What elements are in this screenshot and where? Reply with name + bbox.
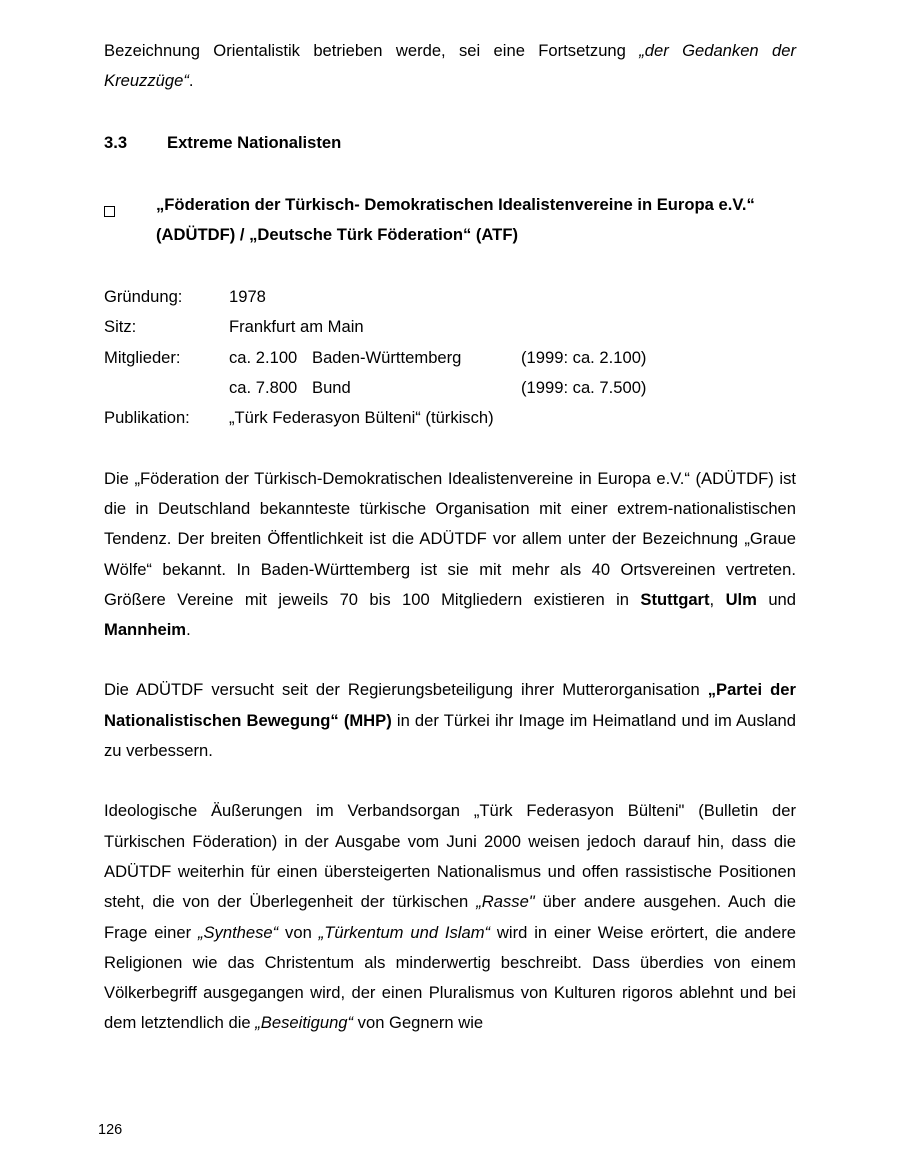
city-stuttgart: Stuttgart: [640, 589, 710, 609]
city-ulm: Ulm: [725, 589, 757, 609]
quote-synthese: „Synthese“: [197, 922, 279, 942]
page-number: 126: [98, 1122, 123, 1138]
section-number: 3.3: [104, 132, 128, 152]
founding-value: 1978: [229, 287, 266, 307]
members-value: [229, 373, 521, 403]
organization-heading: [104, 190, 796, 251]
para3-t1: Ideologische Äußerungen im Verbandsorgan „Türk Federasyon Bülteni" (Bulletin der Türkischen Föderation) in der Ausgabe vom Juni 2000 weisen jedoch darauf hin, dass die ADÜTDF weiterhin für einen übersteigerten Nationalismus und offen rassistische Positionen steht, die von der Überlegenheit der türkischen: [104, 801, 796, 912]
quote-rasse: „Rasse": [476, 892, 535, 912]
para2-end: in der Türkei ihr Image im Heimatland und im Ausland zu verbessern.: [104, 710, 796, 761]
section-heading: [104, 128, 796, 158]
seat-label: Sitz:: [104, 317, 137, 337]
member-previous: (1999: ca. 7.500): [521, 378, 647, 398]
founding-label: Gründung:: [104, 287, 183, 307]
quote-tuerkentum: „Türkentum und Islam“: [318, 922, 491, 942]
member-region: Bund: [312, 378, 351, 398]
intro-paragraph: [104, 36, 796, 97]
seat-value: Frankfurt am Main: [229, 317, 364, 337]
member-previous: (1999: ca. 2.100): [521, 347, 647, 367]
members-label: Mitglieder:: [104, 347, 181, 367]
facts-table: [104, 282, 796, 433]
mhp-party-name: „Partei der Nationalistischen Bewegung“ (MHP): [104, 680, 796, 730]
document-page: [104, 36, 796, 1039]
org-heading-line1: „Föderation der Türkisch- Demokratischen Idealistenvereine in Europa e.V.“: [156, 194, 755, 214]
intro-quote: „der Gedanken der Kreuzzüge“: [104, 41, 796, 91]
quote-beseitigung: „Beseitigung“: [255, 1013, 354, 1033]
facts-row-members-2: [104, 373, 796, 403]
para1-sep1: ,: [709, 589, 726, 609]
para3-t5: von Gegnern wie: [353, 1013, 484, 1033]
member-count: ca. 7.800: [229, 378, 298, 398]
members-value: [229, 343, 521, 373]
facts-row-seat: [104, 312, 796, 342]
para3-t3: von: [278, 922, 319, 942]
publication-value: „Türk Federasyon Bülteni“ (türkisch): [229, 408, 494, 428]
intro-text: Bezeichnung Orientalistik betrieben werde, sei eine Fortsetzung: [104, 41, 640, 60]
member-count: ca. 2.100: [229, 347, 298, 367]
intro-end: .: [188, 71, 194, 91]
org-heading-line2: (ADÜTDF) / „Deutsche Türk Föderation“ (ATF): [156, 224, 518, 244]
section-title: Extreme Nationalisten: [167, 132, 342, 152]
para1-end: .: [186, 620, 191, 640]
para3-t4: wird in einer Weise erörtert, die andere Religionen wie das Christentum als minderwertig beschreibt. Dass überdies von einem Völkerbegriff ausgegangen wird, der einen Pluralismus von Kulturen rigoros ablehnt und bei dem letztendlich die: [104, 922, 796, 1033]
para3-t2: über andere ausgehen. Auch die Frage einer: [104, 892, 797, 942]
member-region: Baden-Württemberg: [312, 347, 462, 367]
body-paragraph-3: [104, 796, 796, 1038]
checkbox-bullet-icon: [104, 190, 156, 251]
facts-row-publication: [104, 403, 796, 433]
para1-text: Die „Föderation der Türkisch-Demokratischen Idealistenvereine in Europa e.V.“ (ADÜTDF) ist die in Deutschland bekannteste türkische Organisation mit einer extrem-nationalistischen Tendenz. Der breiten Öffentlichkeit ist die ADÜTDF vor allem unter der Bezeichnung „Graue Wölfe“ bekannt. In Baden-Württemberg ist sie mit mehr als 40 Ortsvereinen vertreten. Größere Vereine mit jeweils 70 bis 100 Mitgliedern existieren in: [104, 468, 796, 609]
facts-row-members: [104, 343, 796, 373]
facts-row-founding: [104, 282, 796, 312]
body-paragraph-2: [104, 675, 796, 766]
body-paragraph-1: [104, 464, 796, 646]
para2-text: Die ADÜTDF versucht seit der Regierungsbeteiligung ihrer Mutterorganisation: [104, 680, 708, 700]
para1-sep2: und: [756, 589, 797, 609]
publication-label: Publikation:: [104, 408, 190, 428]
city-mannheim: Mannheim: [104, 620, 187, 640]
